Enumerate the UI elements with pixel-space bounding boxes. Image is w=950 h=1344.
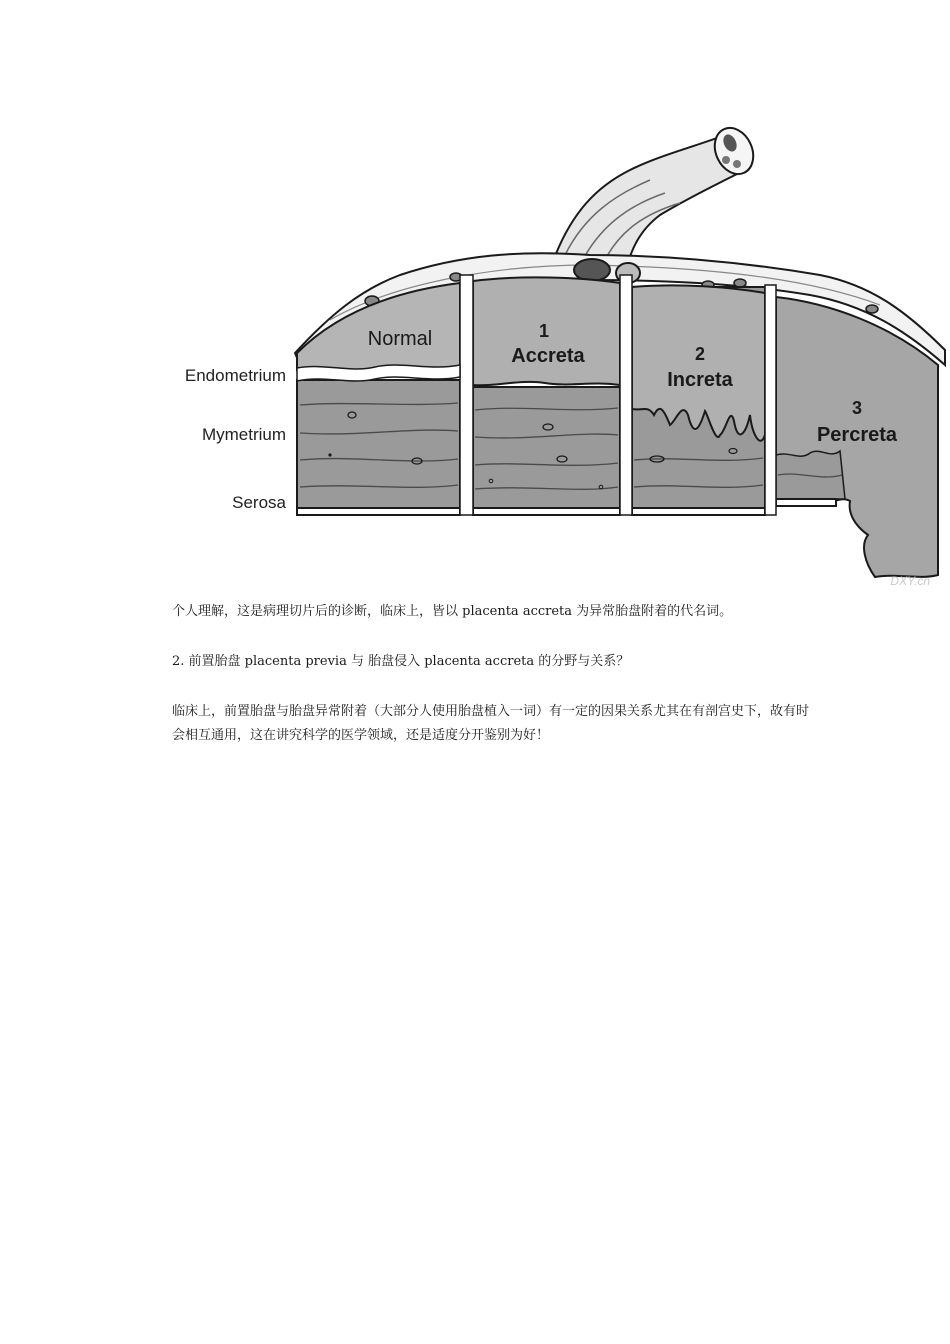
label-endometrium: Endometrium [184, 366, 286, 385]
watermark: DXY.cn [890, 574, 930, 588]
panel-title-percreta: Percreta [816, 424, 898, 446]
panel-number-percreta: 3 [851, 398, 863, 418]
panel-number-increta: 2 [694, 344, 706, 364]
paragraph-clinical-relationship: 临床上，前置胎盘与胎盘异常附着（大部分人使用胎盘植入一词）有一定的因果关系尤其在有剖宫史下，故有时会相互通用，这在讲究科学的医学领域，还是适度分开鉴别为好！ [172, 704, 810, 743]
panel-normal [297, 283, 460, 515]
paragraph-heading-previa-accreta: 2. 前置胎盘 placenta previa 与 胎盘侵入 placenta accreta 的分野与关系？ [172, 654, 630, 669]
label-myometrium: Mymetrium [201, 425, 286, 444]
uterine-wall-diagram [160, 115, 950, 595]
panel-title-accreta: Accreta [511, 345, 585, 367]
panel-number-accreta: 1 [538, 321, 550, 341]
panel-increta [632, 285, 765, 515]
panel-title-normal: Normal [367, 328, 433, 350]
label-serosa: Serosa [232, 493, 286, 512]
paragraph-pathology-note: 个人理解，这是病理切片后的诊断，临床上，皆以 placenta accreta 为异常胎盘附着的代名词。 [172, 604, 733, 619]
panel-title-increta: Increta [667, 369, 733, 391]
placenta-invasion-illustration [160, 115, 950, 595]
panel-accreta [473, 277, 620, 515]
